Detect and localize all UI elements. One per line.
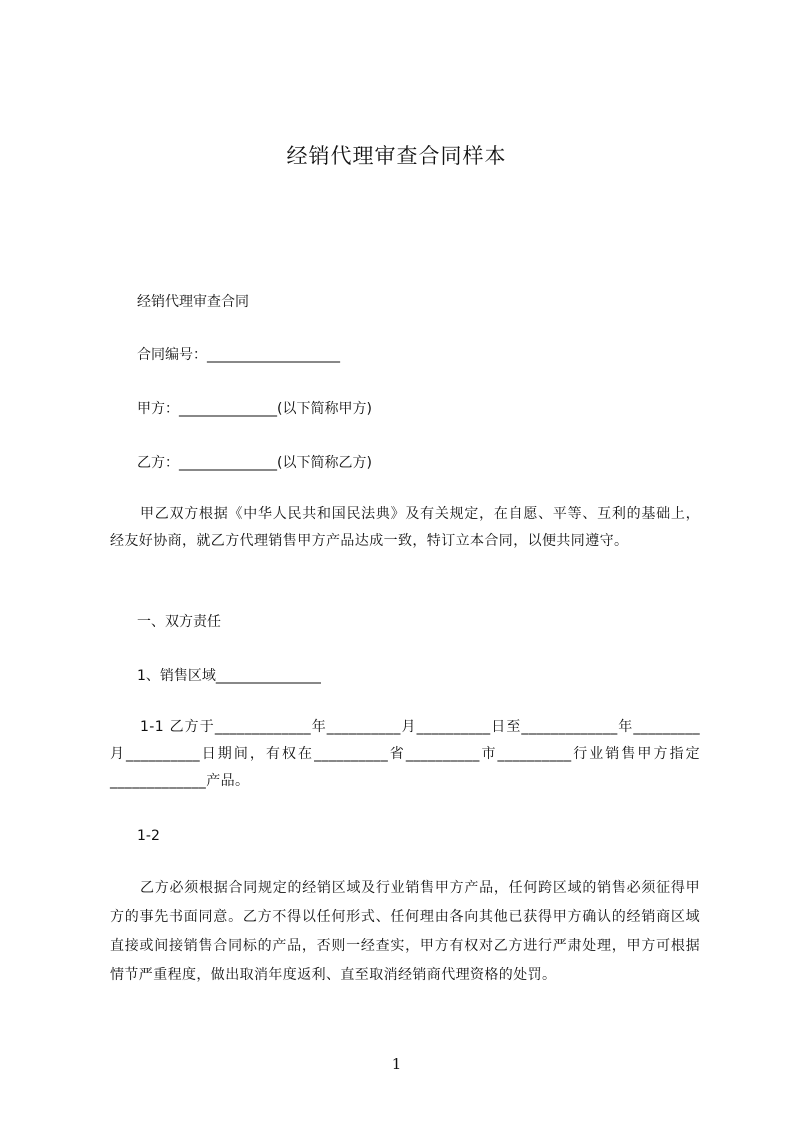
contract-subtitle: 经销代理审查合同 xyxy=(137,294,249,310)
party-a-field: 甲方：______________(以下简称甲方) xyxy=(137,401,372,417)
document-title: 经销代理审查合同样本 xyxy=(286,144,507,168)
preamble-paragraph: 甲乙双方根据《中华人民共和国民法典》及有关规定，在自愿、平等、互利的基础上，经友好协商，就乙方代理销售甲方产品达成一致，特订立本合同，以便共同遵守。 xyxy=(110,506,700,549)
party-b-field: 乙方：______________(以下简称乙方) xyxy=(137,455,372,471)
clause-1-1-paragraph: 1-1 乙方于_____________年__________月__________日至_____________年_________月__________日期间，有权在__________省__________市__________行业销售甲方指定_____________产品。 xyxy=(110,719,700,789)
clause-1-2-heading: 1-2 xyxy=(137,828,160,844)
contract-number-field: 合同编号：___________________ xyxy=(137,347,340,363)
section-1-heading: 一、双方责任 xyxy=(137,614,221,630)
clause-1-heading: 1、销售区域_______________ xyxy=(137,668,321,684)
page-number: 1 xyxy=(391,1055,402,1073)
clause-1-2-paragraph: 乙方必须根据合同规定的经销区域及行业销售甲方产品，任何跨区域的销售必须征得甲方的事先书面同意。乙方不得以任何形式、任何理由各向其他已获得甲方确认的经销商区域直接或间接销售合同标的产品，否则一经查实，甲方有权对乙方进行严肃处理，甲方可根据情节严重程度，做出取消年度返利、直至取消经销商代理资格的处罚。 xyxy=(110,880,700,983)
